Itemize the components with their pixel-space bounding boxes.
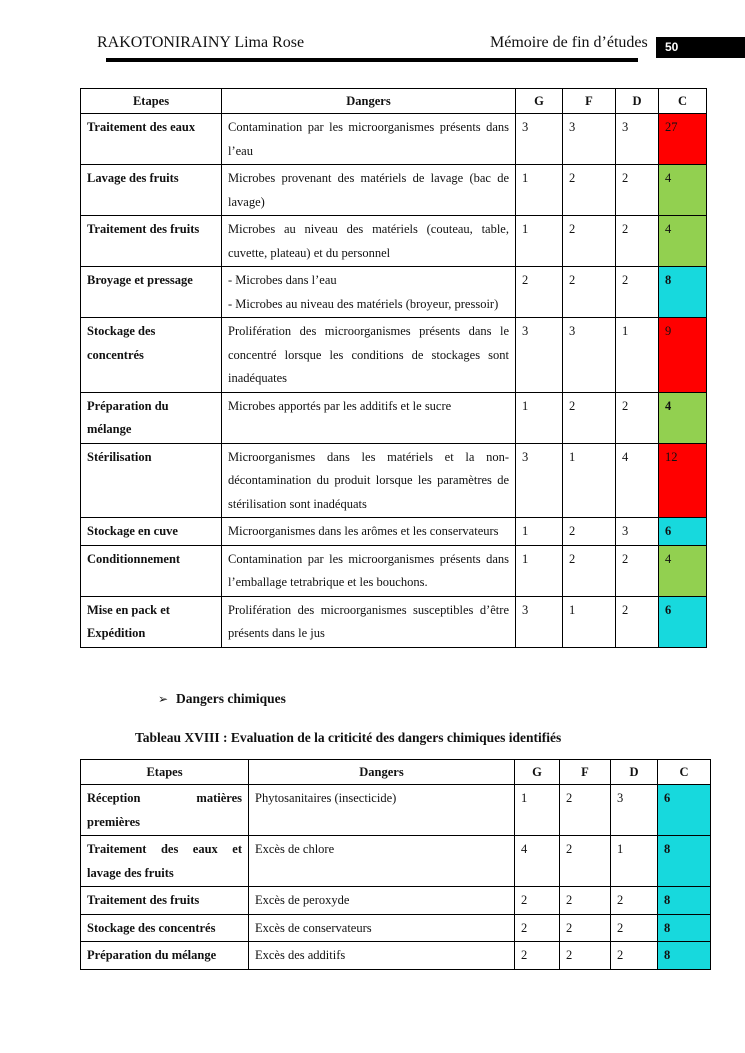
column-header: Etapes [81,760,249,785]
danger-cell: Contamination par les microorganismes présents dans l’eau [222,114,516,165]
d-cell: 3 [616,114,659,165]
d-cell: 3 [611,785,658,836]
g-cell: 3 [516,596,563,647]
f-cell: 2 [560,914,611,942]
table-row [81,216,707,267]
criticity-cell: 8 [659,267,707,318]
column-header: Etapes [81,89,222,114]
f-cell: 1 [563,443,616,518]
d-cell: 2 [616,165,659,216]
table-header-row [81,89,707,114]
d-cell: 2 [616,596,659,647]
f-cell: 3 [563,114,616,165]
f-cell: 2 [560,785,611,836]
etape-cell: Broyage et pressage [81,267,222,318]
table-row [81,114,707,165]
criticity-cell: 6 [659,518,707,546]
table-row [81,942,711,970]
etape-cell: Stockage des concentrés [81,318,222,393]
g-cell: 1 [516,518,563,546]
g-cell: 2 [515,914,560,942]
g-cell: 1 [515,785,560,836]
f-cell: 2 [563,518,616,546]
danger-cell: Prolifération des microorganismes susceptibles d’être présents dans le jus [222,596,516,647]
etape-cell: Stockage en cuve [81,518,222,546]
f-cell: 2 [563,165,616,216]
f-cell: 2 [563,267,616,318]
d-cell: 2 [611,887,658,915]
table-header-row [81,760,711,785]
danger-cell: Excès de peroxyde [249,887,515,915]
danger-cell: Phytosanitaires (insecticide) [249,785,515,836]
table-row [81,318,707,393]
criticity-cell: 27 [659,114,707,165]
criticity-cell: 6 [659,596,707,647]
g-cell: 2 [515,942,560,970]
etape-cell: Traitement des eaux et lavage des fruits [81,836,249,887]
danger-cell: Excès de chlore [249,836,515,887]
g-cell: 3 [516,443,563,518]
table-row [81,785,711,836]
etape-cell: Préparation du mélange [81,942,249,970]
table-caption: Tableau XVIII : Evaluation de la criticité des dangers chimiques identifiés [135,730,562,745]
column-header: D [616,89,659,114]
header-document-title: Mémoire de fin d’études [490,34,648,51]
danger-cell: Microbes au niveau des matériels (couteau, table, cuvette, plateau) et du personnel [222,216,516,267]
etape-cell: Stockage des concentrés [81,914,249,942]
criticity-cell: 8 [658,914,711,942]
etape-cell: Réception matières premières [81,785,249,836]
f-cell: 2 [563,545,616,596]
danger-cell: Prolifération des microorganismes présents dans le concentré lorsque les conditions de stockages sont inadéquates [222,318,516,393]
g-cell: 1 [516,545,563,596]
criticity-cell: 4 [659,392,707,443]
section-heading [158,691,286,707]
d-cell: 2 [616,545,659,596]
table-row [81,267,707,318]
d-cell: 2 [616,392,659,443]
criticity-cell: 8 [658,942,711,970]
f-cell: 3 [563,318,616,393]
table-row [81,443,707,518]
danger-cell: Microorganismes dans les arômes et les conservateurs [222,518,516,546]
table-row [81,545,707,596]
column-header: G [515,760,560,785]
etape-cell: Mise en pack et Expédition [81,596,222,647]
etape-cell: Traitement des fruits [81,887,249,915]
column-header: Dangers [249,760,515,785]
g-cell: 3 [516,318,563,393]
danger-cell: Excès de conservateurs [249,914,515,942]
f-cell: 1 [563,596,616,647]
column-header: C [658,760,711,785]
column-header: G [516,89,563,114]
d-cell: 1 [616,318,659,393]
table-row [81,596,707,647]
g-cell: 2 [516,267,563,318]
criticity-cell: 8 [658,887,711,915]
g-cell: 4 [515,836,560,887]
danger-cell: Excès des additifs [249,942,515,970]
column-header: D [611,760,658,785]
d-cell: 2 [616,216,659,267]
column-header: Dangers [222,89,516,114]
etape-cell: Traitement des eaux [81,114,222,165]
etape-cell: Conditionnement [81,545,222,596]
danger-cell: Microbes provenant des matériels de lavage (bac de lavage) [222,165,516,216]
d-cell: 1 [611,836,658,887]
table-row [81,165,707,216]
column-header: F [563,89,616,114]
table-row [81,392,707,443]
etape-cell: Traitement des fruits [81,216,222,267]
criticity-cell: 6 [658,785,711,836]
table-row [81,518,707,546]
header-author: RAKOTONIRAINY Lima Rose [97,34,305,51]
etape-cell: Stérilisation [81,443,222,518]
page-number-badge: 50 [656,37,745,58]
g-cell: 1 [516,165,563,216]
g-cell: 3 [516,114,563,165]
d-cell: 2 [611,914,658,942]
danger-line: - Microbes dans l’eau [228,273,337,287]
table-row [81,887,711,915]
f-cell: 2 [560,887,611,915]
column-header: F [560,760,611,785]
page-header [0,0,745,70]
g-cell: 1 [516,216,563,267]
danger-line: - Microbes au niveau des matériels (broyeur, pressoir) [228,296,499,311]
microbial-hazards-table [80,88,707,648]
header-rule [106,58,638,62]
g-cell: 2 [515,887,560,915]
danger-cell [222,267,516,318]
d-cell: 2 [616,267,659,318]
f-cell: 2 [560,836,611,887]
criticity-cell: 12 [659,443,707,518]
etape-cell: Lavage des fruits [81,165,222,216]
section-title: Dangers chimiques [176,691,286,706]
g-cell: 1 [516,392,563,443]
table-row [81,836,711,887]
f-cell: 2 [563,392,616,443]
criticity-cell: 4 [659,545,707,596]
criticity-cell: 4 [659,216,707,267]
table-row [81,914,711,942]
criticity-cell: 9 [659,318,707,393]
chemical-hazards-table [80,759,711,970]
danger-cell: Contamination par les microorganismes présents dans l’emballage tetrabrique et les bouchons. [222,545,516,596]
criticity-cell: 8 [658,836,711,887]
criticity-cell: 4 [659,165,707,216]
d-cell: 3 [616,518,659,546]
d-cell: 2 [611,942,658,970]
etape-cell: Préparation du mélange [81,392,222,443]
column-header: C [659,89,707,114]
danger-cell: Microbes apportés par les additifs et le sucre [222,392,516,443]
danger-cell: Microorganismes dans les matériels et la non-décontamination du produit lorsque les paramètres de stérilisation sont inadéquats [222,443,516,518]
arrow-bullet-icon: ➢ [158,692,169,706]
d-cell: 4 [616,443,659,518]
f-cell: 2 [560,942,611,970]
f-cell: 2 [563,216,616,267]
